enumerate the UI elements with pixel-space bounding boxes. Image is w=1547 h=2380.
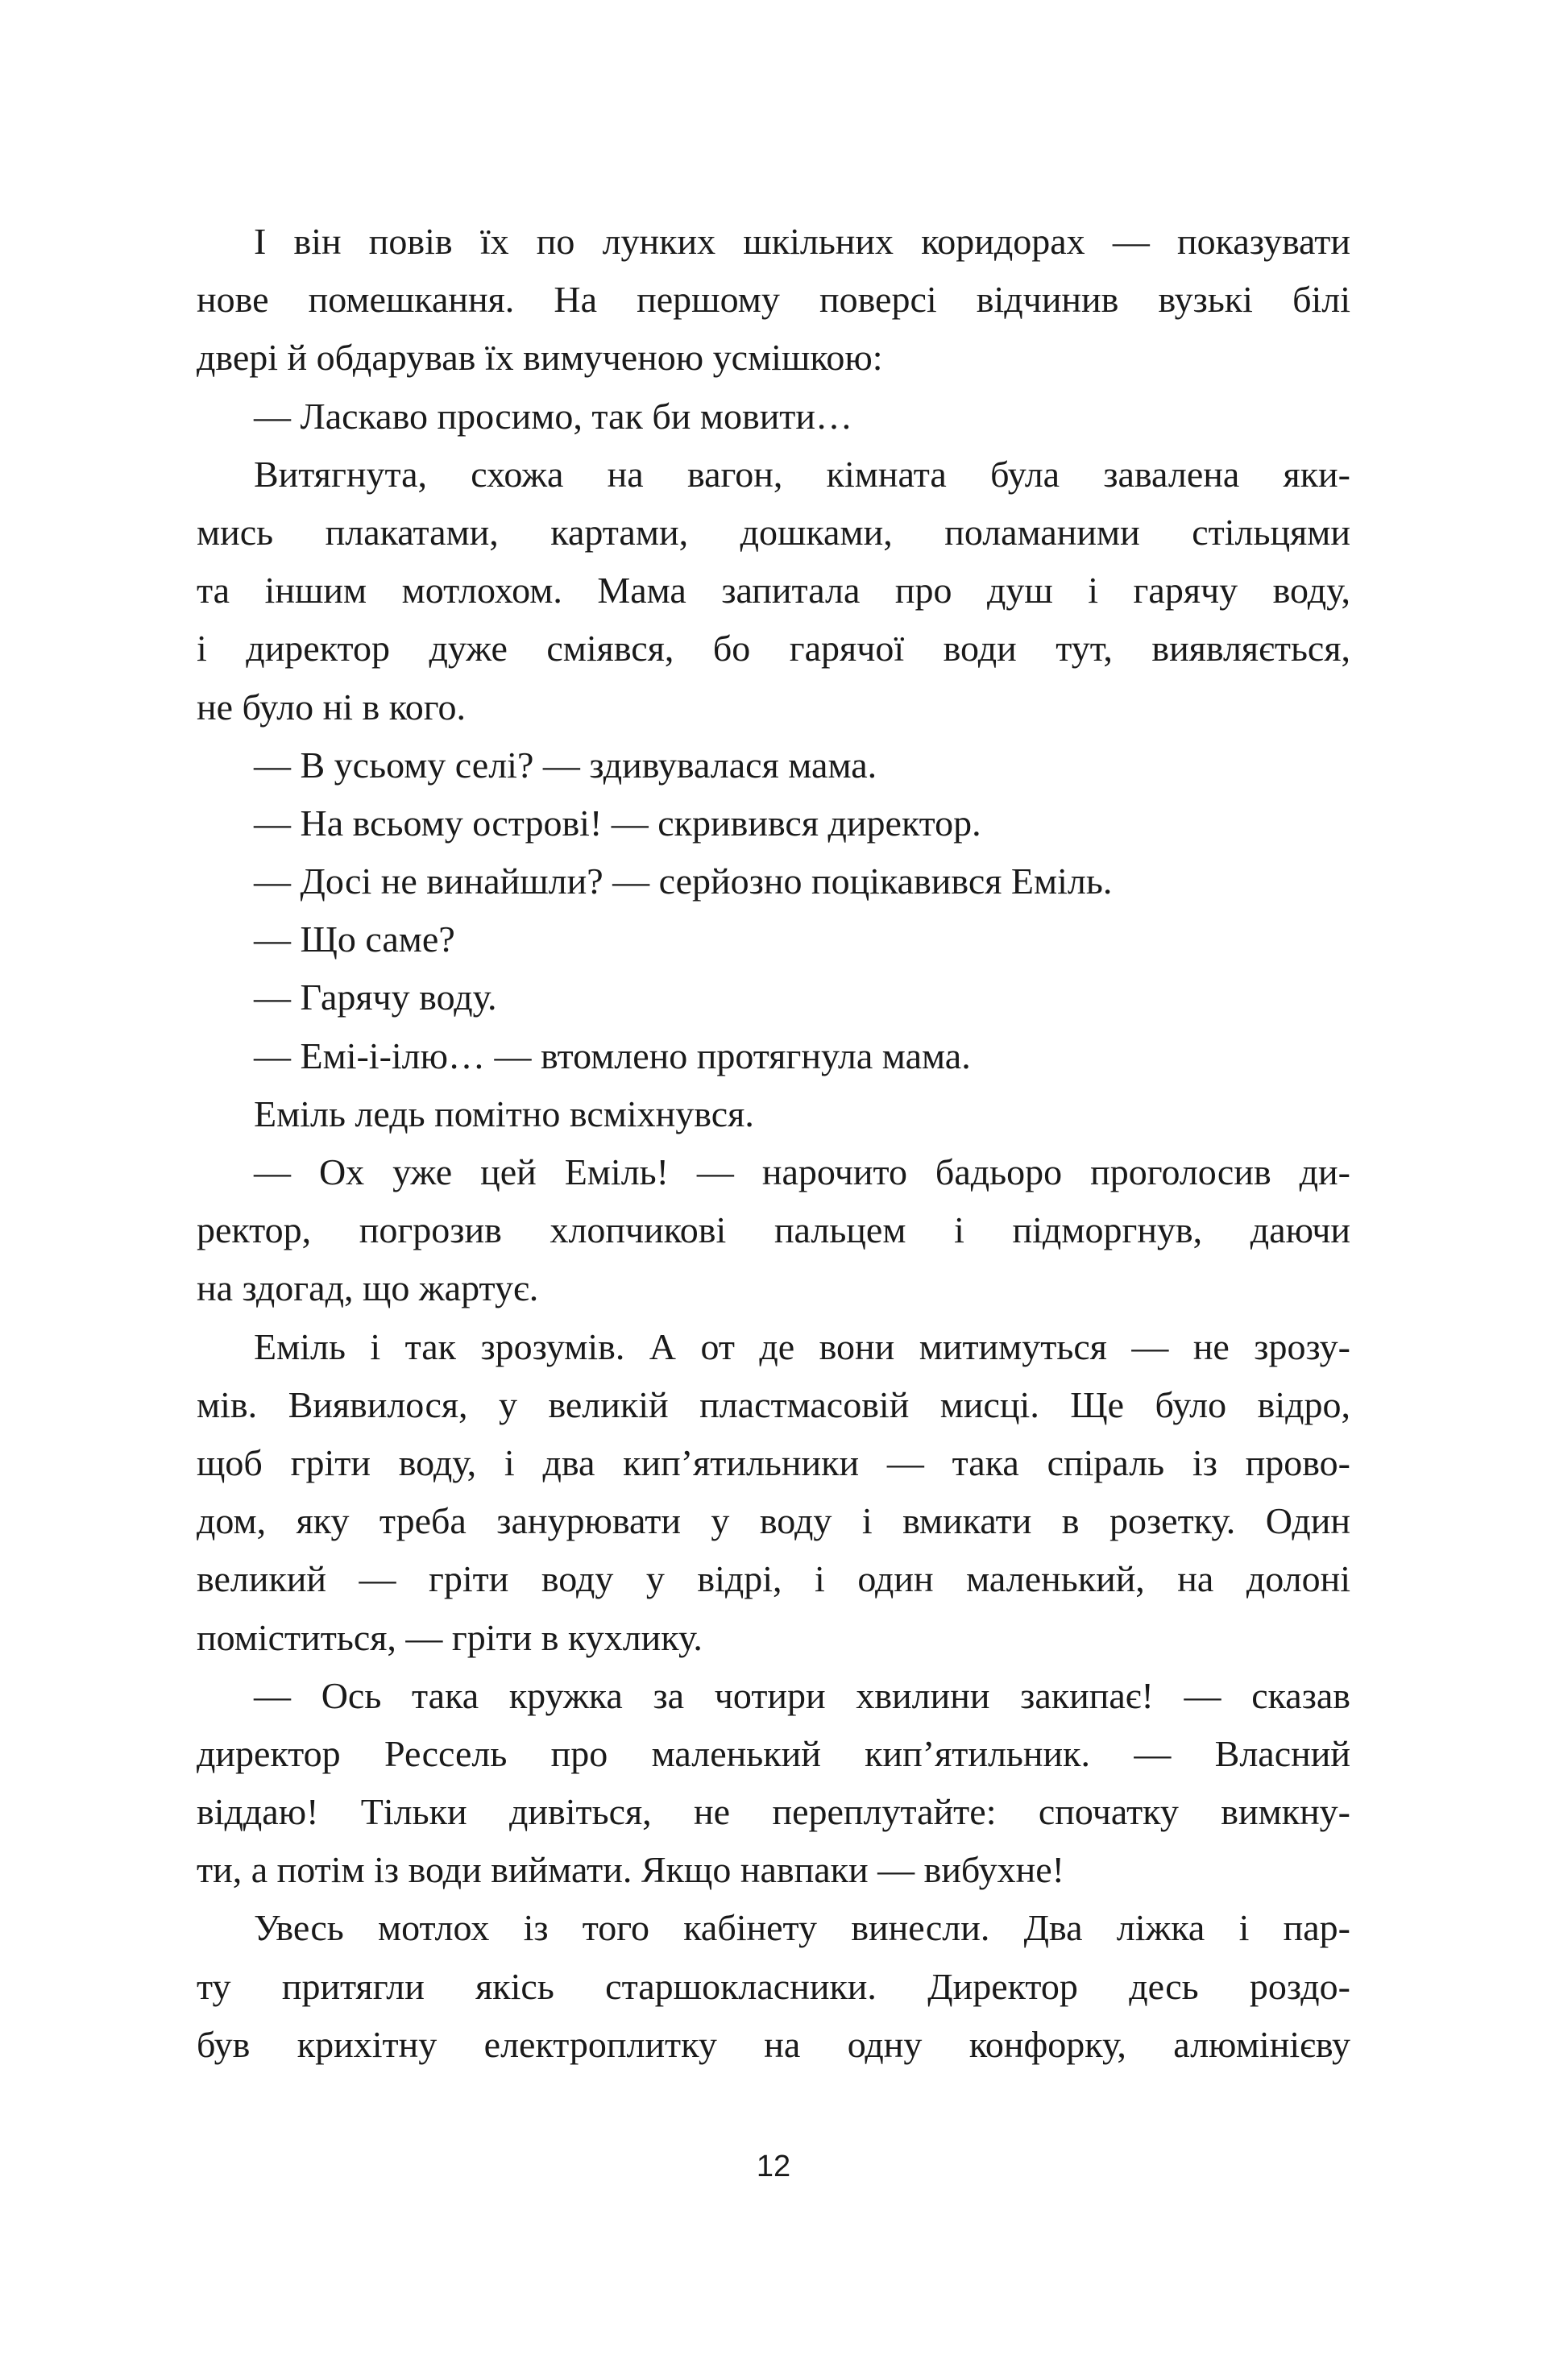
body-text xyxy=(197,213,1350,2074)
text-line: великий — гріти воду у відрі, і один маленький, на долоні xyxy=(197,1558,1350,1600)
text-line: — Ох уже цей Еміль! — нарочито бадьоро проголосив ди- xyxy=(254,1151,1350,1192)
text-line: ту притягли якісь старшокласники. Директор десь роздо- xyxy=(197,1965,1350,2007)
text-line: не було ні в кого. xyxy=(197,686,466,728)
text-line: мів. Виявилося, у великій пластмасовій мисці. Ще було відро, xyxy=(197,1383,1350,1425)
text-line: ти, а потім із води виймати. Якщо навпаки — вибухне! xyxy=(197,1849,1064,1891)
text-line: Витягнута, схожа на вагон, кімната була завалена яки- xyxy=(254,453,1350,495)
text-line: директор Рессель про маленький кип’ятильник. — Власний xyxy=(197,1732,1350,1774)
text-line: — Ласкаво просимо, так би мовити… xyxy=(254,395,853,437)
text-line: — Емі-і-ілю… — втомлено протягнула мама. xyxy=(254,1035,971,1076)
text-line: та іншим мотлохом. Мама запитала про душ і гарячу воду, xyxy=(197,570,1350,612)
text-line: — На всьому острові! — скривився директор. xyxy=(254,802,981,844)
text-line: на здогад, що жартує. xyxy=(197,1267,539,1309)
text-line: мись плакатами, картами, дошками, поламаними стільцями xyxy=(197,511,1350,553)
text-line: поміститься, — гріти в кухлику. xyxy=(197,1616,703,1658)
text-line: Увесь мотлох із того кабінету винесли. Два ліжка і пар- xyxy=(254,1907,1350,1949)
text-line: і директор дуже сміявся, бо гарячої води тут, виявляється, xyxy=(197,628,1350,670)
text-line: Еміль ледь помітно всміхнувся. xyxy=(254,1093,754,1134)
text-line: — Гарячу воду. xyxy=(254,976,497,1018)
text-line: був крихітну електроплитку на одну конфорку, алюмінієву xyxy=(197,2023,1350,2065)
text-line: двері й обдарував їх вимученою усмішкою: xyxy=(197,337,883,379)
text-line: І він повів їх по лунких шкільних коридорах — показувати xyxy=(254,221,1350,262)
text-line: нове помешкання. На першому поверсі відчинив вузькі білі xyxy=(197,279,1350,321)
text-line: — Що саме? xyxy=(254,918,455,960)
text-line: — В усьому селі? — здивувалася мама. xyxy=(254,744,877,786)
page-number: 12 xyxy=(756,2150,791,2183)
text-line: віддаю! Тільки дивіться, не переплутайте: спочатку вимкну- xyxy=(197,1791,1350,1833)
text-line: — Досі не винайшли? — серйозно поцікавився Еміль. xyxy=(254,860,1113,902)
text-line: ректор, погрозив хлопчикові пальцем і підморгнув, даючи xyxy=(197,1209,1350,1251)
text-line: — Ось така кружка за чотири хвилини закипає! — сказав xyxy=(254,1674,1350,1716)
text-line: щоб гріти воду, і два кип’ятильники — така спіраль із прово- xyxy=(197,1441,1350,1483)
text-line: Еміль і так зрозумів. А от де вони митимуться — не зрозу- xyxy=(254,1325,1350,1367)
text-line: дом, яку треба занурювати у воду і вмикати в розетку. Один xyxy=(197,1500,1350,1542)
